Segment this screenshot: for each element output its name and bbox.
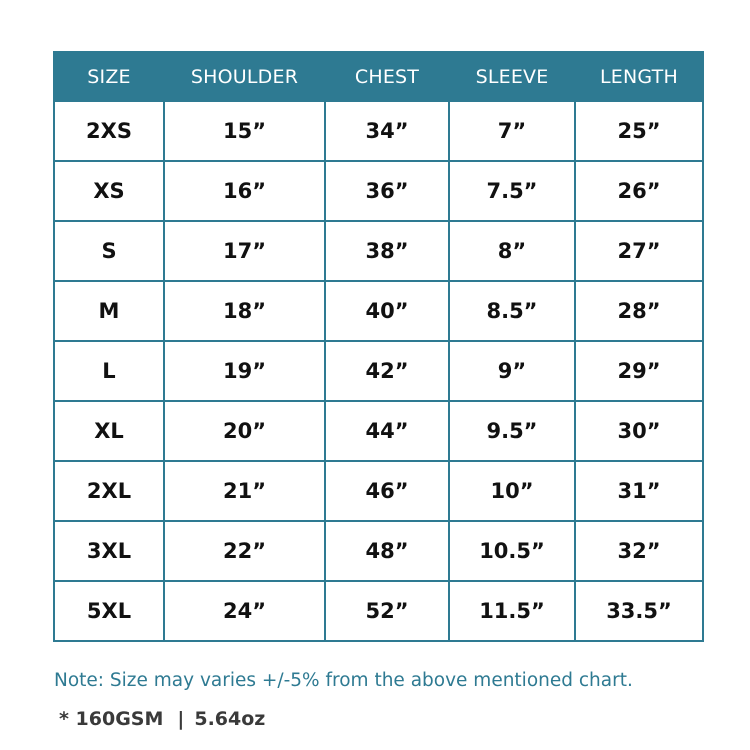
header-chest: CHEST xyxy=(325,52,449,101)
cell-shoulder: 16” xyxy=(164,161,325,221)
cell-length: 32” xyxy=(575,521,703,581)
table-row xyxy=(54,281,703,341)
cell-chest: 40” xyxy=(325,281,449,341)
cell-chest: 44” xyxy=(325,401,449,461)
header-row xyxy=(54,52,703,101)
table-row xyxy=(54,461,703,521)
header-shoulder: SHOULDER xyxy=(164,52,325,101)
cell-shoulder: 15” xyxy=(164,101,325,161)
cell-shoulder: 24” xyxy=(164,581,325,641)
cell-size: XL xyxy=(54,401,164,461)
cell-size: S xyxy=(54,221,164,281)
cell-length: 33.5” xyxy=(575,581,703,641)
table-row xyxy=(54,101,703,161)
cell-size: 3XL xyxy=(54,521,164,581)
cell-sleeve: 9.5” xyxy=(449,401,575,461)
cell-size: 5XL xyxy=(54,581,164,641)
cell-length: 28” xyxy=(575,281,703,341)
cell-length: 25” xyxy=(575,101,703,161)
cell-length: 31” xyxy=(575,461,703,521)
fabric-weight-gsm: * 160GSM xyxy=(59,708,164,730)
size-chart-table xyxy=(53,51,704,642)
header-length: LENGTH xyxy=(575,52,703,101)
cell-size: M xyxy=(54,281,164,341)
cell-sleeve: 8.5” xyxy=(449,281,575,341)
cell-sleeve: 7.5” xyxy=(449,161,575,221)
cell-sleeve: 8” xyxy=(449,221,575,281)
cell-sleeve: 10” xyxy=(449,461,575,521)
fabric-weight-oz: 5.64oz xyxy=(194,708,266,730)
spec-separator: | xyxy=(177,708,185,730)
cell-chest: 34” xyxy=(325,101,449,161)
cell-size: XS xyxy=(54,161,164,221)
cell-chest: 46” xyxy=(325,461,449,521)
cell-length: 27” xyxy=(575,221,703,281)
cell-chest: 38” xyxy=(325,221,449,281)
cell-shoulder: 19” xyxy=(164,341,325,401)
table-row xyxy=(54,341,703,401)
cell-length: 29” xyxy=(575,341,703,401)
table-row xyxy=(54,581,703,641)
cell-size: 2XL xyxy=(54,461,164,521)
cell-chest: 36” xyxy=(325,161,449,221)
cell-sleeve: 11.5” xyxy=(449,581,575,641)
table-header xyxy=(54,52,703,101)
cell-shoulder: 18” xyxy=(164,281,325,341)
cell-sleeve: 7” xyxy=(449,101,575,161)
header-sleeve: SLEEVE xyxy=(449,52,575,101)
cell-shoulder: 20” xyxy=(164,401,325,461)
table-body xyxy=(54,101,703,641)
table-row xyxy=(54,521,703,581)
cell-chest: 48” xyxy=(325,521,449,581)
cell-sleeve: 9” xyxy=(449,341,575,401)
cell-size: 2XS xyxy=(54,101,164,161)
header-size: SIZE xyxy=(54,52,164,101)
size-variance-note: Note: Size may varies +/-5% from the above mentioned chart. xyxy=(54,670,633,691)
table-row xyxy=(54,221,703,281)
cell-shoulder: 17” xyxy=(164,221,325,281)
cell-chest: 52” xyxy=(325,581,449,641)
cell-length: 30” xyxy=(575,401,703,461)
cell-size: L xyxy=(54,341,164,401)
table-row xyxy=(54,401,703,461)
cell-shoulder: 21” xyxy=(164,461,325,521)
fabric-spec xyxy=(59,708,265,730)
cell-chest: 42” xyxy=(325,341,449,401)
cell-shoulder: 22” xyxy=(164,521,325,581)
cell-sleeve: 10.5” xyxy=(449,521,575,581)
table-row xyxy=(54,161,703,221)
cell-length: 26” xyxy=(575,161,703,221)
